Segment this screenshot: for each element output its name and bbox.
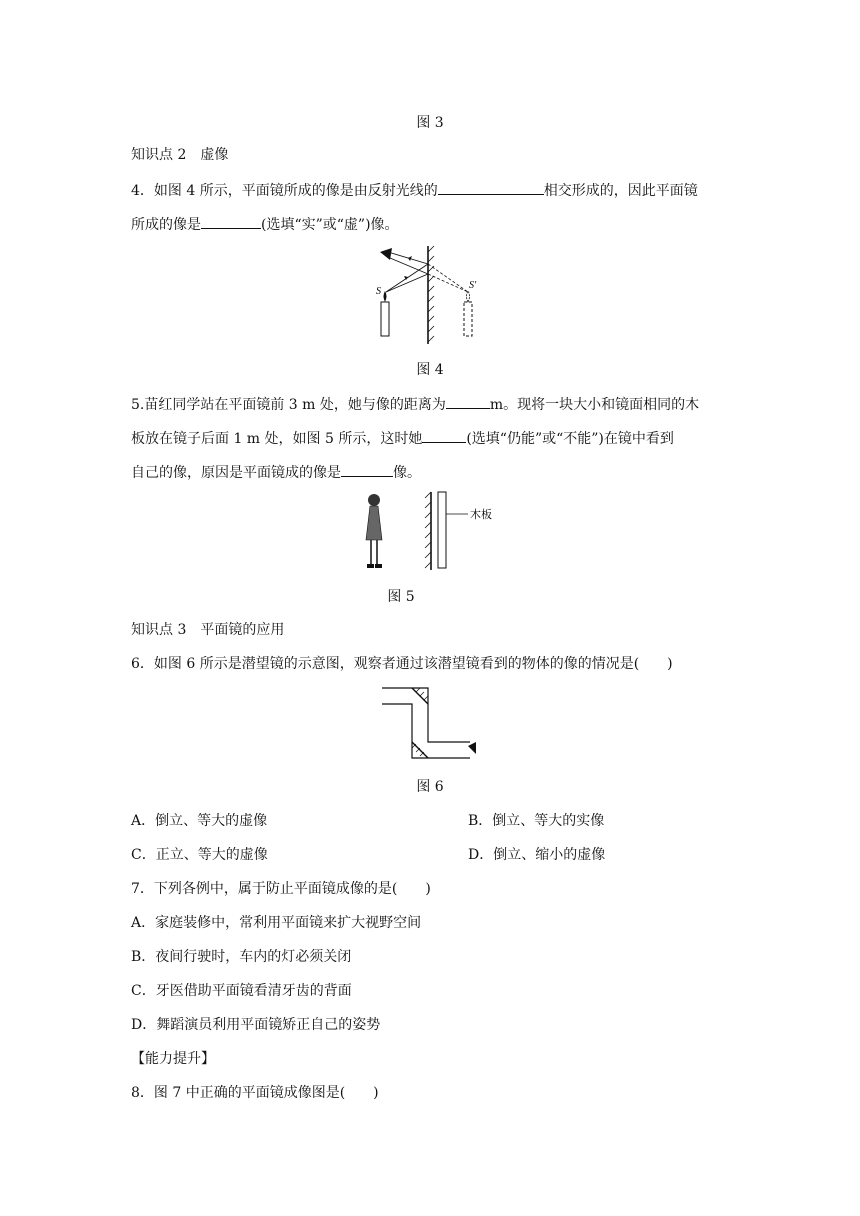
question-5-line-3	[131, 462, 421, 483]
q4-text-d: (选填“实”或“虚”)像。	[261, 217, 399, 233]
section-heading-2: 知识点 2 虚像	[131, 147, 229, 163]
question-6: 6．如图 6 所示是潜望镜的示意图，观察者通过该潜望镜看到的物体的像的情况是( )	[131, 656, 673, 672]
q5-text-e: 自己的像，原因是平面镜成的像是	[131, 465, 341, 481]
figure-6-diagram	[378, 684, 482, 762]
question-5-line-1	[131, 394, 699, 415]
q5-text-c: 板放在镜子后面 1 m 处，如图 5 所示，这时她	[131, 431, 423, 447]
fig3-caption: 图 3	[416, 115, 444, 131]
q5-text-b: m。现将一块大小和镜面相同的木	[489, 397, 700, 413]
question-5-line-2	[131, 428, 674, 449]
figure-4-diagram	[372, 242, 482, 352]
section-ability: 【能力提升】	[131, 1051, 215, 1067]
q6-option-a[interactable]: A．倒立、等大的虚像	[131, 813, 268, 829]
q5-blank-2[interactable]	[422, 428, 466, 443]
fig6-caption: 图 6	[416, 779, 444, 795]
question-7: 7．下列各例中，属于防止平面镜成像的是( )	[131, 881, 431, 897]
q6-option-d[interactable]: D．倒立、缩小的虚像	[468, 847, 606, 863]
board-label: 木板	[470, 509, 492, 521]
q4-text-b: 相交形成的，因此平面镜	[543, 183, 698, 199]
q7-option-c[interactable]: C．牙医借助平面镜看清牙齿的背面	[131, 983, 352, 999]
q6-option-c[interactable]: C．正立、等大的虚像	[131, 847, 268, 863]
q5-blank-1[interactable]	[446, 394, 490, 409]
q4-blank-2[interactable]	[201, 214, 261, 229]
q4-blank-1[interactable]	[438, 180, 544, 195]
q5-text-d: (选填“仍能”或“不能”)在镜中看到	[466, 431, 674, 447]
q4-text-a: 4．如图 4 所示，平面镜所成的像是由反射光线的	[131, 183, 438, 199]
question-8: 8．图 7 中正确的平面镜成像图是( )	[131, 1085, 379, 1101]
label-s-prime: S′	[469, 280, 477, 291]
q7-option-b[interactable]: B．夜间行驶时，车内的灯必须关闭	[131, 949, 352, 965]
q7-option-a[interactable]: A．家庭装修中，常利用平面镜来扩大视野空间	[131, 915, 422, 931]
q6-option-b[interactable]: B．倒立、等大的实像	[468, 813, 605, 829]
q4-text-c: 所成的像是	[131, 217, 201, 233]
q5-blank-3[interactable]	[341, 462, 393, 477]
fig4-caption: 图 4	[416, 362, 444, 378]
section-heading-3: 知识点 3 平面镜的应用	[131, 622, 285, 638]
q5-text-f: 像。	[393, 465, 421, 481]
label-s: S	[376, 286, 381, 297]
q7-option-d[interactable]: D．舞蹈演员利用平面镜矫正自己的姿势	[131, 1017, 381, 1033]
question-4-line-1	[131, 180, 698, 201]
question-4-line-2	[131, 214, 399, 235]
fig5-caption: 图 5	[387, 589, 415, 605]
q5-text-a: 5.苗红同学站在平面镜前 3 m 处，她与像的距离为	[131, 397, 446, 413]
figure-5-diagram	[360, 490, 500, 574]
